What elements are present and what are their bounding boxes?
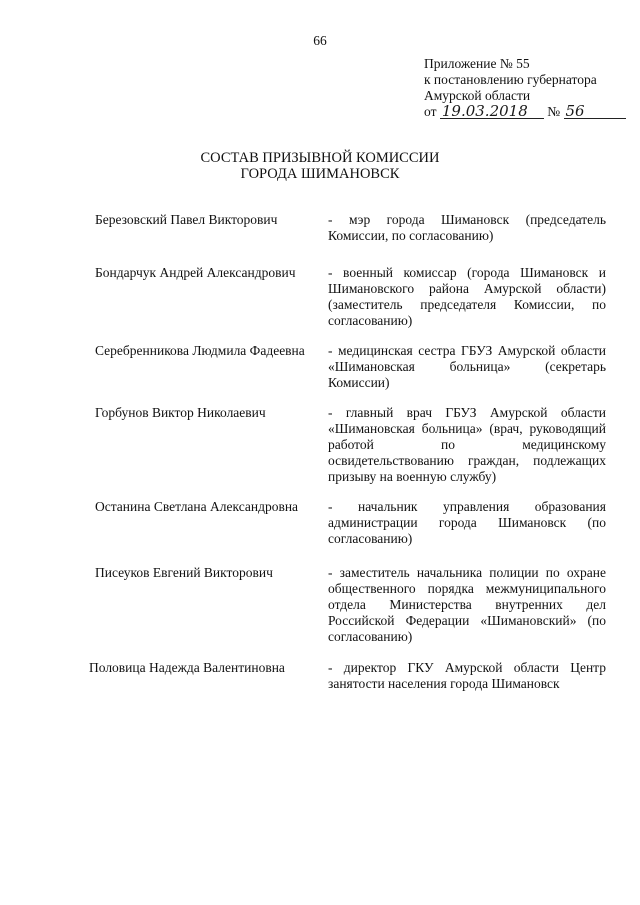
member-role: - директор ГКУ Амурской области Центр занятости населения города Шимановск xyxy=(328,660,606,691)
appendix-header xyxy=(424,56,624,120)
member-role: - начальник управления образования администрации города Шимановск (по согласованию) xyxy=(328,499,606,546)
appendix-date-line xyxy=(424,104,624,120)
member-name: Половица Надежда Валентиновна xyxy=(89,660,285,675)
appendix-line-3: Амурской области xyxy=(424,88,531,103)
member-role: - медицинская сестра ГБУЗ Амурской области «Шимановская больница» (секретарь Комиссии) xyxy=(328,343,606,390)
member-name: Березовский Павел Викторович xyxy=(95,212,278,227)
appendix-line-1: Приложение № 55 xyxy=(424,56,530,71)
date-prefix: от xyxy=(424,104,437,119)
number-prefix: № xyxy=(547,104,561,119)
title-line-1: СОСТАВ ПРИЗЫВНОЙ КОМИССИИ xyxy=(200,150,440,166)
document-title xyxy=(0,150,640,182)
title-line-2: ГОРОДА ШИМАНОВСК xyxy=(240,166,400,182)
member-role: - мэр города Шимановск (председатель Комиссии, по согласованию) xyxy=(328,212,606,243)
handwritten-number: 56 xyxy=(564,104,626,119)
appendix-line-2: к постановлению губернатора xyxy=(424,72,597,87)
member-name: Горбунов Виктор Николаевич xyxy=(95,405,266,420)
member-role: - заместитель начальника полиции по охране общественного порядка межмуниципального отдела Министерства внутренних дел Российской Федерации «Шимановский» (по согласованию) xyxy=(328,565,606,644)
member-role: - главный врач ГБУЗ Амурской области «Шимановская больница» (врач, руководящий работой по медицинскому освидетельствованию граждан, подлежащих призыву на военную службу) xyxy=(328,405,606,484)
member-name: Серебренникова Людмила Фадеевна xyxy=(95,343,305,358)
member-name: Бондарчук Андрей Александрович xyxy=(95,265,296,280)
member-name: Писеуков Евгений Викторович xyxy=(95,565,273,580)
member-role: - военный комиссар (города Шимановск и Шимановского района Амурской области) (заместитель председателя Комиссии, по согласованию) xyxy=(328,265,606,328)
member-name: Останина Светлана Александровна xyxy=(95,499,299,514)
page-number: 66 xyxy=(313,33,327,48)
handwritten-date: 19.03.2018 xyxy=(440,104,544,119)
